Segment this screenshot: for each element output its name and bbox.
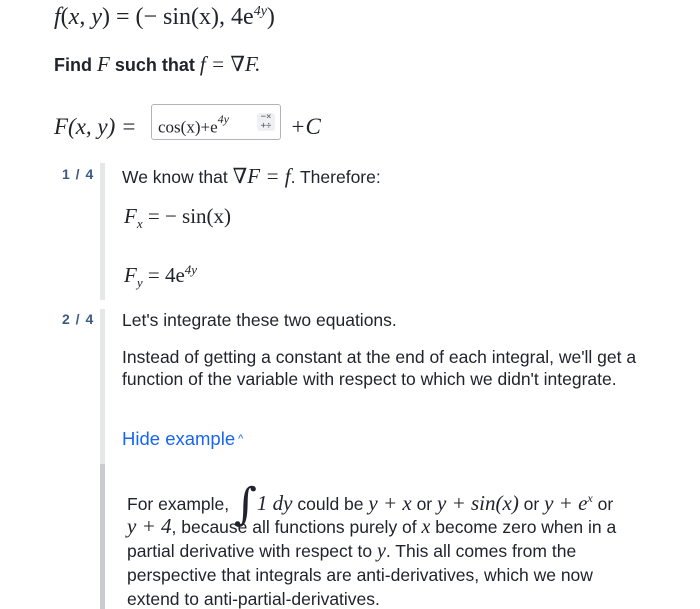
hide-example-button[interactable]	[122, 428, 243, 450]
answer-lhs: F(x, y) =	[54, 114, 137, 139]
hint-1-rail	[100, 163, 105, 300]
math-keypad-icon[interactable]: −× +÷	[257, 113, 275, 131]
hint-1-number: 1 / 4	[62, 166, 95, 182]
integral-icon: ∫	[233, 479, 257, 530]
hint-1-equation-y: $F_y = 4e^{4y}$	[124, 262, 198, 291]
hint-2-rail	[100, 309, 105, 464]
answer-input-value: $\cos(x)+e^{4y}$	[158, 112, 229, 137]
hint-2-paragraph: Instead of getting a constant at the end of each integral, we'll get a function of the variable with respect to which we didn't integrate.	[122, 347, 637, 389]
example-explanation: y + 4, because all functions purely of x become zero when in a partial derivative with respect to y. This all comes from the perspective that integrals are anti-derivatives, which we now extend to anti-partial-derivatives.	[127, 514, 617, 609]
example-first-line: For example, ∫1 dy could be y + x or y + sin(x) or $y + e^x$ or	[127, 479, 614, 530]
answer-plus-c: +C	[290, 114, 321, 139]
answer-input[interactable]	[151, 104, 281, 140]
hint-1-equation-x: $F_x$ = − sin(x)	[124, 204, 232, 232]
chevron-up-icon: ^	[238, 433, 244, 445]
hint-2-line: Let's integrate these two equations.	[122, 310, 397, 330]
hint-1-intro: We know that ∇F = f. Therefore:	[122, 164, 381, 188]
problem-function: f(x, y) = (− sin(x), $4e^{4y}$)	[54, 4, 275, 30]
example-rail	[100, 464, 105, 609]
problem-instruction: Find F such that f = ∇F.	[54, 52, 261, 76]
hint-2-number: 2 / 4	[62, 311, 95, 327]
hide-example-label: Hide example	[122, 428, 236, 449]
